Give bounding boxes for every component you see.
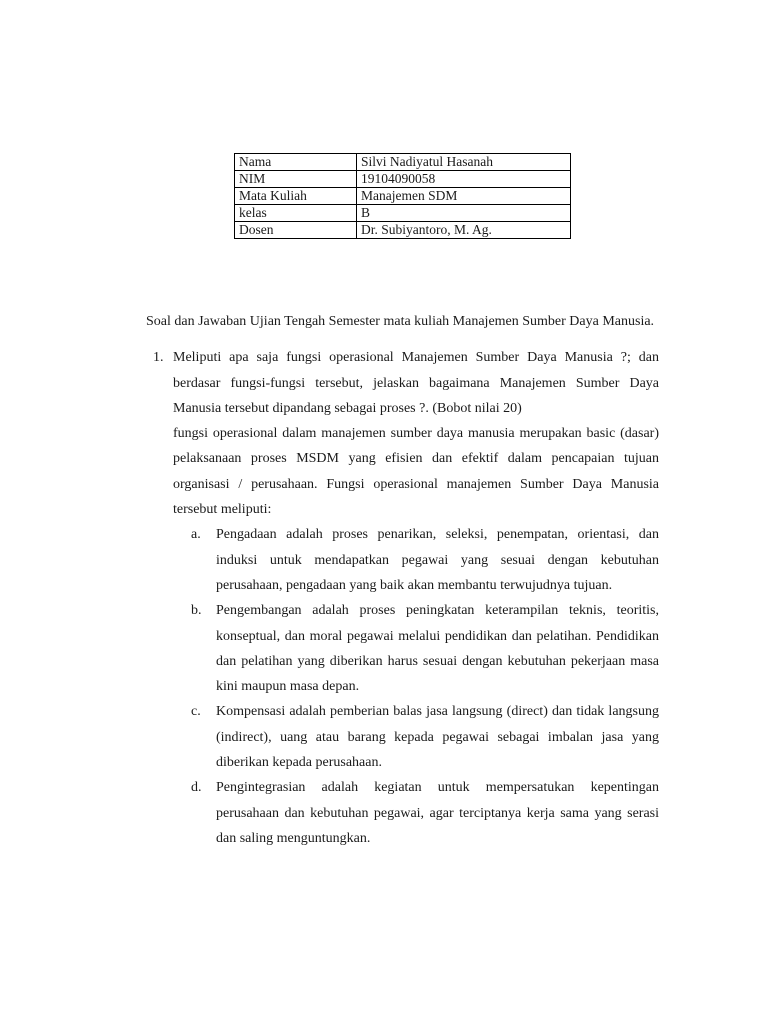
value-nama: Silvi Nadiyatul Hasanah: [357, 154, 571, 171]
list-item: [173, 522, 659, 598]
function-list: [173, 522, 659, 851]
table-row: [235, 222, 571, 239]
value-dosen: Dr. Subiyantoro, M. Ag.: [357, 222, 571, 239]
label-dosen: Dosen: [235, 222, 357, 239]
value-mata-kuliah: Manajemen SDM: [357, 188, 571, 205]
question-item: [146, 345, 659, 851]
table-row: [235, 205, 571, 222]
list-item-letter: a.: [191, 527, 201, 543]
table-row: [235, 171, 571, 188]
label-kelas: kelas: [235, 205, 357, 222]
value-nim: 19104090058: [357, 171, 571, 188]
list-item-letter: c.: [191, 704, 201, 720]
list-item-letter: b.: [191, 603, 202, 619]
table-row: [235, 188, 571, 205]
list-item: [173, 775, 659, 851]
list-item-letter: d.: [191, 780, 202, 796]
value-kelas: B: [357, 205, 571, 222]
question-text: Meliputi apa saja fungsi operasional Manajemen Sumber Daya Manusia ?; dan berdasar fungsi-fungsi tersebut, jelaskan bagaimana Manajemen Sumber Daya Manusia tersebut dipandang sebagai proses ?. (Bobot nilai 20): [173, 350, 659, 416]
answer-text: fungsi operasional dalam manajemen sumber daya manusia merupakan basic (dasar) pelaksanaan proses MSDM yang efisien dan efektif dalam pencapaian tujuan organisasi / perusahaan. Fungsi operasional manajemen Sumber Daya Manusia tersebut meliputi:: [173, 426, 659, 518]
identity-table: [234, 153, 571, 239]
label-nama: Nama: [235, 154, 357, 171]
label-nim: NIM: [235, 171, 357, 188]
document-body: [146, 309, 659, 851]
list-item-text: Pengembangan adalah proses peningkatan keterampilan teknis, teoritis, konseptual, dan moral pegawai melalui pendidikan dan pelatihan. Pendidikan dan pelatihan yang diberikan harus sesuai dengan kebutuhan pekerjaan masa kini maupun masa depan.: [216, 603, 659, 695]
label-mata-kuliah: Mata Kuliah: [235, 188, 357, 205]
intro-paragraph: Soal dan Jawaban Ujian Tengah Semester mata kuliah Manajemen Sumber Daya Manusia.: [146, 314, 655, 329]
list-item-text: Kompensasi adalah pemberian balas jasa langsung (direct) dan tidak langsung (indirect), uang atau barang kepada pegawai sebagai imbalan jasa yang diberikan kepada perusahaan.: [216, 704, 659, 771]
list-item-text: Pengadaan adalah proses penarikan, seleksi, penempatan, orientasi, dan induksi untuk mendapatkan pegawai yang sesuai dengan kebutuhan perusahaan, pengadaan yang baik akan membantu terwujudnya tujuan.: [216, 527, 659, 593]
table-row: [235, 154, 571, 171]
list-item-text: Pengintegrasian adalah kegiatan untuk mempersatukan kepentingan perusahaan dan kebutuhan pegawai, agar terciptanya kerja sama yang serasi dan saling menguntungkan.: [216, 780, 659, 846]
question-number: 1.: [153, 350, 164, 366]
list-item: [173, 699, 659, 775]
list-item: [173, 598, 659, 699]
